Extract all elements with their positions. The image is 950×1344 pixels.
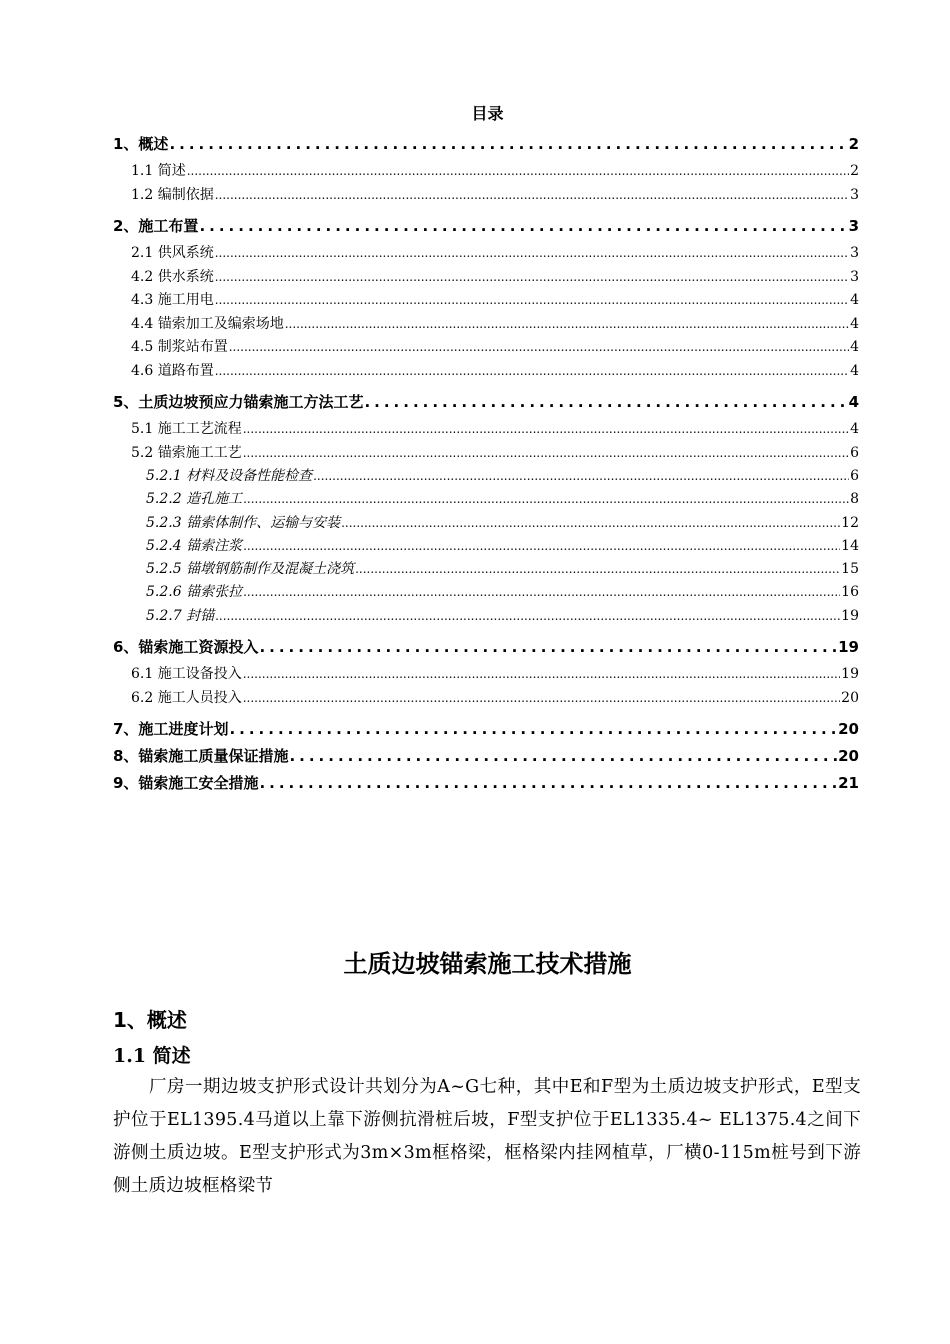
- toc-entry-5-2-3[interactable]: [113, 512, 859, 535]
- toc-entry-9[interactable]: [113, 772, 859, 794]
- toc-page-number: 16: [841, 584, 859, 601]
- toc-entry-2[interactable]: [113, 215, 859, 237]
- toc-page-number: 20: [838, 747, 859, 766]
- toc-entry-label: 5.2.6 锚索张拉: [146, 584, 243, 601]
- toc-entry-label: 6.1 施工设备投入: [131, 666, 242, 683]
- toc-leader-dots: [243, 418, 849, 442]
- toc-leader-dots: [259, 636, 837, 658]
- toc-page-number: 4: [850, 362, 859, 379]
- toc-page-number: 3: [850, 245, 859, 261]
- toc-leader-dots: [243, 488, 849, 511]
- toc-entry-label: 4.3 施工用电: [131, 292, 214, 308]
- toc-leader-dots: [215, 605, 840, 628]
- toc-page-number: 4: [850, 339, 859, 355]
- toc-entry-8[interactable]: [113, 745, 859, 767]
- toc-entry-5-2-7[interactable]: [113, 605, 859, 628]
- toc-leader-dots: [285, 313, 849, 337]
- toc-page-number: 21: [838, 774, 859, 793]
- toc-page-number: 19: [841, 607, 859, 624]
- toc-page-number: 20: [838, 720, 859, 739]
- toc-page-number: 2: [850, 163, 859, 179]
- toc-entry-1-1[interactable]: [113, 160, 859, 184]
- toc-page-number: 4: [850, 421, 859, 437]
- toc-page-number: 19: [841, 666, 859, 683]
- toc-page-number: 19: [838, 638, 859, 657]
- toc-page-number: 4: [850, 315, 859, 332]
- toc-page-number: 4: [848, 393, 859, 411]
- toc-entry-5-2-6[interactable]: [113, 581, 859, 604]
- toc-leader-dots: [243, 663, 840, 687]
- toc-page-number: 14: [841, 537, 859, 554]
- toc-leader-dots: [215, 266, 849, 290]
- toc-entry-label: 5.2.2 造孔施工: [146, 491, 243, 508]
- toc-leader-dots: [243, 442, 849, 466]
- toc-entry-label: 1.1 简述: [131, 163, 186, 179]
- toc-entry-2-1[interactable]: [113, 242, 859, 266]
- toc-leader-dots: [355, 558, 840, 581]
- toc-entry-label: 4.5 制浆站布置: [131, 339, 228, 355]
- toc-leader-dots: [289, 745, 837, 767]
- toc-entry-label: 5.1 施工工艺流程: [131, 421, 242, 437]
- toc-entry-label: 9、锚索施工安全措施: [113, 774, 259, 793]
- toc-entry-6-2[interactable]: [113, 687, 859, 711]
- toc-entry-label: 5.2.4 锚索注浆: [146, 537, 243, 554]
- toc-entry-label: 5.2.7 封锚: [146, 607, 215, 624]
- toc-page-number: 20: [841, 689, 859, 706]
- toc-title: 目录: [471, 104, 504, 123]
- toc-entry-1-2[interactable]: [113, 184, 859, 208]
- toc-leader-dots: [243, 535, 840, 558]
- toc-entry-1[interactable]: [113, 133, 859, 155]
- toc-entry-5-2-1[interactable]: [113, 465, 859, 488]
- toc-entry-label: 7、施工进度计划: [113, 720, 229, 739]
- toc-page-number: 3: [850, 186, 859, 203]
- section-heading: 1、概述: [113, 1008, 187, 1032]
- toc-leader-dots: [341, 512, 840, 535]
- toc-entry-label: 8、锚索施工质量保证措施: [113, 747, 289, 766]
- toc-entry-7[interactable]: [113, 718, 859, 740]
- toc-page-number: 4: [850, 292, 859, 308]
- toc-entry-label: 2、施工布置: [113, 217, 199, 235]
- toc-entry-5-2[interactable]: [113, 442, 859, 466]
- subsection-heading: 1.1 简述: [113, 1045, 191, 1067]
- toc-leader-dots: [215, 184, 849, 208]
- toc-leader-dots: [215, 289, 849, 313]
- toc-page-number: 8: [850, 491, 859, 508]
- toc-entry-4-5[interactable]: [113, 336, 859, 360]
- toc-entry-label: 4.6 道路布置: [131, 362, 214, 379]
- toc-page-number: 3: [850, 268, 859, 285]
- body-paragraph: 厂房一期边坡支护形式设计共划分为A~G七种，其中E和F型为土质边坡支护形式，E型支护位于EL1395.4马道以上靠下游侧抗滑桩后坡，F型支护位于EL1335.4~ EL1375.4之间下游侧土质边坡。E型支护形式为3m×3m框格梁，框格梁内挂网植草，厂横0-115m桩号到下游侧土质边坡框格梁节: [113, 1077, 861, 1196]
- toc-leader-dots: [187, 160, 849, 184]
- toc-entry-label: 5.2 锚索施工工艺: [131, 444, 242, 461]
- toc-page-number: 6: [850, 468, 859, 484]
- toc-leader-dots: [259, 772, 837, 794]
- toc-page-number: 12: [841, 514, 859, 531]
- toc-leader-dots: [229, 718, 837, 740]
- toc-entry-label: 1.2 编制依据: [131, 186, 214, 203]
- toc-leader-dots: [229, 336, 849, 360]
- toc-page-number: 2: [848, 135, 859, 153]
- toc-leader-dots: [364, 391, 847, 413]
- toc-entry-5[interactable]: [113, 391, 859, 413]
- toc-entry-6-1[interactable]: [113, 663, 859, 687]
- toc-entry-6[interactable]: [113, 636, 859, 658]
- toc-entry-label: 4.2 供水系统: [131, 268, 214, 285]
- toc-entry-4-3[interactable]: [113, 289, 859, 313]
- toc-leader-dots: [215, 242, 849, 266]
- toc-leader-dots: [313, 465, 849, 488]
- toc-entry-label: 1、概述: [113, 135, 169, 153]
- document-title: 土质边坡锚索施工技术措施: [343, 950, 632, 978]
- toc-leader-dots: [243, 687, 840, 711]
- toc-entry-label: 4.4 锚索加工及编索场地: [131, 315, 284, 332]
- toc-entry-4-2[interactable]: [113, 266, 859, 290]
- toc-entry-4-6[interactable]: [113, 360, 859, 384]
- toc-entry-label: 2.1 供风系统: [131, 245, 214, 261]
- toc-entry-5-1[interactable]: [113, 418, 859, 442]
- toc-entry-5-2-2[interactable]: [113, 488, 859, 511]
- toc-leader-dots: [199, 215, 847, 237]
- toc-leader-dots: [215, 360, 849, 384]
- toc-page-number: 6: [850, 444, 859, 461]
- toc-page-number: 15: [841, 561, 859, 578]
- toc-entry-5-2-5[interactable]: [113, 558, 859, 581]
- toc-entry-label: 6、锚索施工资源投入: [113, 638, 259, 657]
- toc-entry-label: 5.2.1 材料及设备性能检查: [146, 468, 313, 484]
- toc-leader-dots: [169, 133, 847, 155]
- table-of-contents: [113, 131, 859, 799]
- toc-entry-label: 6.2 施工人员投入: [131, 689, 242, 706]
- toc-entry-label: 5、土质边坡预应力锚索施工方法工艺: [113, 393, 364, 411]
- toc-entry-5-2-4[interactable]: [113, 535, 859, 558]
- toc-entry-label: 5.2.3 锚索体制作、运输与安装: [146, 514, 341, 531]
- toc-entry-label: 5.2.5 锚墩钢筋制作及混凝土浇筑: [146, 561, 355, 578]
- toc-page-number: 3: [848, 217, 859, 235]
- toc-leader-dots: [243, 581, 840, 604]
- toc-entry-4-4[interactable]: [113, 313, 859, 337]
